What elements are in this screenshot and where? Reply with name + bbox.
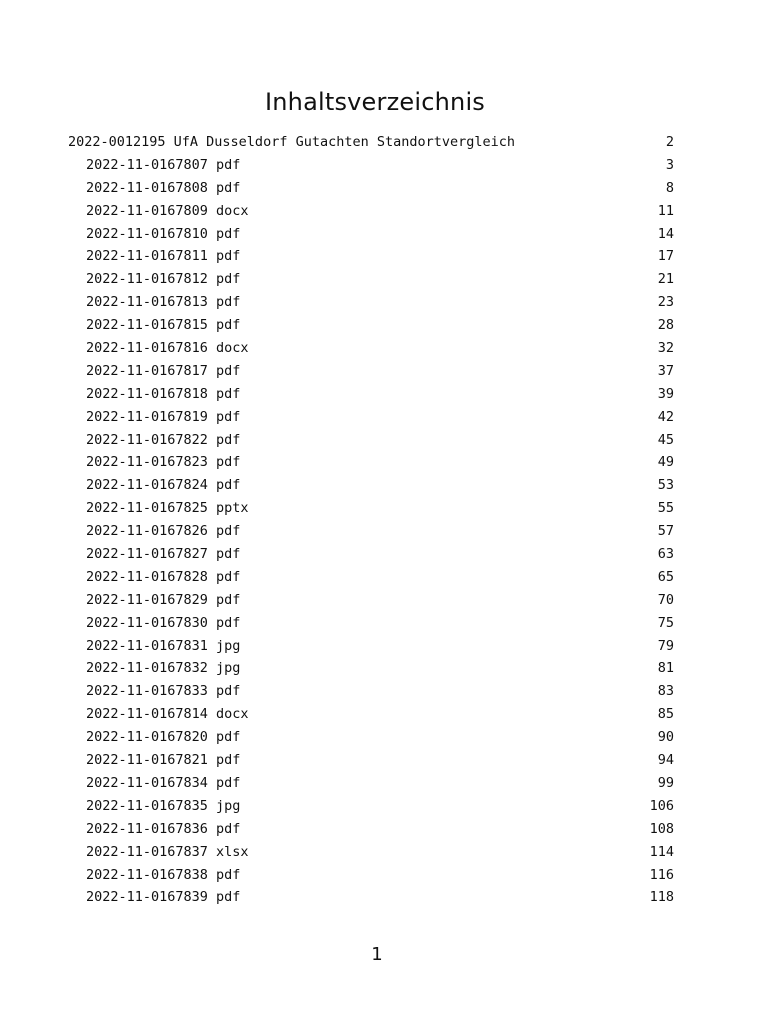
- toc-entry-page: 79: [657, 637, 674, 654]
- toc-entry[interactable]: [68, 703, 674, 726]
- toc-entry-page: 99: [657, 774, 674, 791]
- toc-entry[interactable]: [68, 864, 674, 887]
- toc-entry-page: 55: [657, 500, 674, 517]
- toc-entry-page: 14: [657, 225, 674, 242]
- toc-entry-label: 2022-11-0167826 pdf: [86, 523, 241, 540]
- toc-entry-page: 118: [649, 889, 674, 906]
- toc-entry[interactable]: [68, 566, 674, 589]
- toc-entry-label: 2022-11-0167807 pdf: [86, 156, 241, 173]
- toc-entry-label: 2022-11-0167809 docx: [86, 202, 249, 219]
- toc-entry-label: 2022-11-0167829 pdf: [86, 591, 241, 608]
- toc-entry[interactable]: [68, 337, 674, 360]
- toc-entry-page: 114: [649, 843, 674, 860]
- toc-entry[interactable]: [68, 451, 674, 474]
- toc-entry-label: 2022-11-0167827 pdf: [86, 546, 241, 563]
- toc-entry-page: 11: [657, 202, 674, 219]
- page-number: 1: [371, 944, 383, 965]
- toc-entry-page: 85: [657, 706, 674, 723]
- toc-entry-label: 2022-11-0167815 pdf: [86, 317, 241, 334]
- toc-entry-page: 116: [649, 866, 674, 883]
- toc-entry-label: 2022-11-0167835 jpg: [86, 797, 241, 814]
- toc-entry-label: 2022-0012195 UfA Dusseldorf Gutachten Standortvergleich: [68, 134, 516, 150]
- toc-entry-label: 2022-11-0167828 pdf: [86, 568, 241, 585]
- toc-entry-page: 45: [657, 431, 674, 448]
- toc-entry-page: 106: [649, 797, 674, 814]
- toc-entry[interactable]: [68, 154, 674, 177]
- toc-entry-label: 2022-11-0167837 xlsx: [86, 843, 249, 860]
- toc-entry[interactable]: [68, 818, 674, 841]
- toc-entry[interactable]: [68, 612, 674, 635]
- toc-entry[interactable]: [68, 657, 674, 680]
- toc-entry[interactable]: [68, 223, 674, 246]
- toc-entry-page: 49: [657, 454, 674, 471]
- toc-entry[interactable]: [68, 474, 674, 497]
- toc-entry-label: 2022-11-0167836 pdf: [86, 820, 241, 837]
- toc-entry-label: 2022-11-0167832 jpg: [86, 660, 241, 677]
- toc-entry[interactable]: [68, 543, 674, 566]
- toc-entry-page: 65: [657, 568, 674, 585]
- toc-entry[interactable]: [68, 772, 674, 795]
- toc-entry-label: 2022-11-0167812 pdf: [86, 271, 241, 288]
- toc-entry[interactable]: [68, 589, 674, 612]
- toc-entry-label: 2022-11-0167830 pdf: [86, 614, 241, 631]
- toc-entry-page: 8: [665, 179, 674, 196]
- toc-entry-page: 2: [665, 134, 674, 150]
- toc-entry-label: 2022-11-0167823 pdf: [86, 454, 241, 471]
- toc-entry-page: 23: [657, 294, 674, 311]
- toc-entry[interactable]: [68, 383, 674, 406]
- toc-entry-page: 90: [657, 729, 674, 746]
- toc-main-entry[interactable]: [68, 131, 674, 154]
- toc-entry[interactable]: [68, 360, 674, 383]
- toc-entry-label: 2022-11-0167839 pdf: [86, 889, 241, 906]
- toc-entry[interactable]: [68, 841, 674, 864]
- toc-entry[interactable]: [68, 635, 674, 658]
- toc-entry-page: 53: [657, 477, 674, 494]
- toc-entry-label: 2022-11-0167819 pdf: [86, 408, 241, 425]
- toc-entry-page: 37: [657, 362, 674, 379]
- toc-entry-page: 32: [657, 340, 674, 357]
- toc-entry[interactable]: [68, 268, 674, 291]
- toc-entry-label: 2022-11-0167816 docx: [86, 340, 249, 357]
- toc-entry-label: 2022-11-0167808 pdf: [86, 179, 241, 196]
- toc-entry-page: 94: [657, 752, 674, 769]
- toc-entry-label: 2022-11-0167834 pdf: [86, 774, 241, 791]
- toc-entry[interactable]: [68, 680, 674, 703]
- toc-entry-label: 2022-11-0167811 pdf: [86, 248, 241, 265]
- toc-entry-page: 28: [657, 317, 674, 334]
- toc-entry-label: 2022-11-0167825 pptx: [86, 500, 249, 517]
- toc-entry[interactable]: [68, 314, 674, 337]
- toc-entry[interactable]: [68, 726, 674, 749]
- toc-entry-page: 83: [657, 683, 674, 700]
- toc-entry-label: 2022-11-0167810 pdf: [86, 225, 241, 242]
- toc-entry-page: 39: [657, 385, 674, 402]
- toc-entry[interactable]: [68, 291, 674, 314]
- toc-entry-label: 2022-11-0167821 pdf: [86, 752, 241, 769]
- toc-entry[interactable]: [68, 245, 674, 268]
- toc-entry-page: 17: [657, 248, 674, 265]
- toc-entry-label: 2022-11-0167824 pdf: [86, 477, 241, 494]
- toc-entry[interactable]: [68, 429, 674, 452]
- toc-entry-label: 2022-11-0167817 pdf: [86, 362, 241, 379]
- toc-entry-page: 57: [657, 523, 674, 540]
- toc-entry[interactable]: [68, 520, 674, 543]
- toc-entry-page: 3: [665, 156, 674, 173]
- toc-entry-page: 75: [657, 614, 674, 631]
- toc-entry-label: 2022-11-0167813 pdf: [86, 294, 241, 311]
- toc-entry-page: 63: [657, 546, 674, 563]
- toc-entry-label: 2022-11-0167814 docx: [86, 706, 249, 723]
- toc-entry-label: 2022-11-0167820 pdf: [86, 729, 241, 746]
- toc-entry-label: 2022-11-0167831 jpg: [86, 637, 241, 654]
- page-title: Inhaltsverzeichnis: [264, 88, 486, 116]
- toc-entry[interactable]: [68, 749, 674, 772]
- table-of-contents: [68, 131, 674, 909]
- toc-entry-label: 2022-11-0167818 pdf: [86, 385, 241, 402]
- toc-entry-page: 70: [657, 591, 674, 608]
- toc-entry[interactable]: [68, 795, 674, 818]
- toc-entry-page: 42: [657, 408, 674, 425]
- toc-entry-page: 81: [657, 660, 674, 677]
- toc-entry[interactable]: [68, 177, 674, 200]
- toc-entry-label: 2022-11-0167833 pdf: [86, 683, 241, 700]
- toc-entry[interactable]: [68, 200, 674, 223]
- toc-entry-label: 2022-11-0167822 pdf: [86, 431, 241, 448]
- toc-entry[interactable]: [68, 886, 674, 909]
- toc-entry[interactable]: [68, 497, 674, 520]
- toc-entry-page: 21: [657, 271, 674, 288]
- toc-entry-page: 108: [649, 820, 674, 837]
- toc-entry-label: 2022-11-0167838 pdf: [86, 866, 241, 883]
- toc-entry[interactable]: [68, 406, 674, 429]
